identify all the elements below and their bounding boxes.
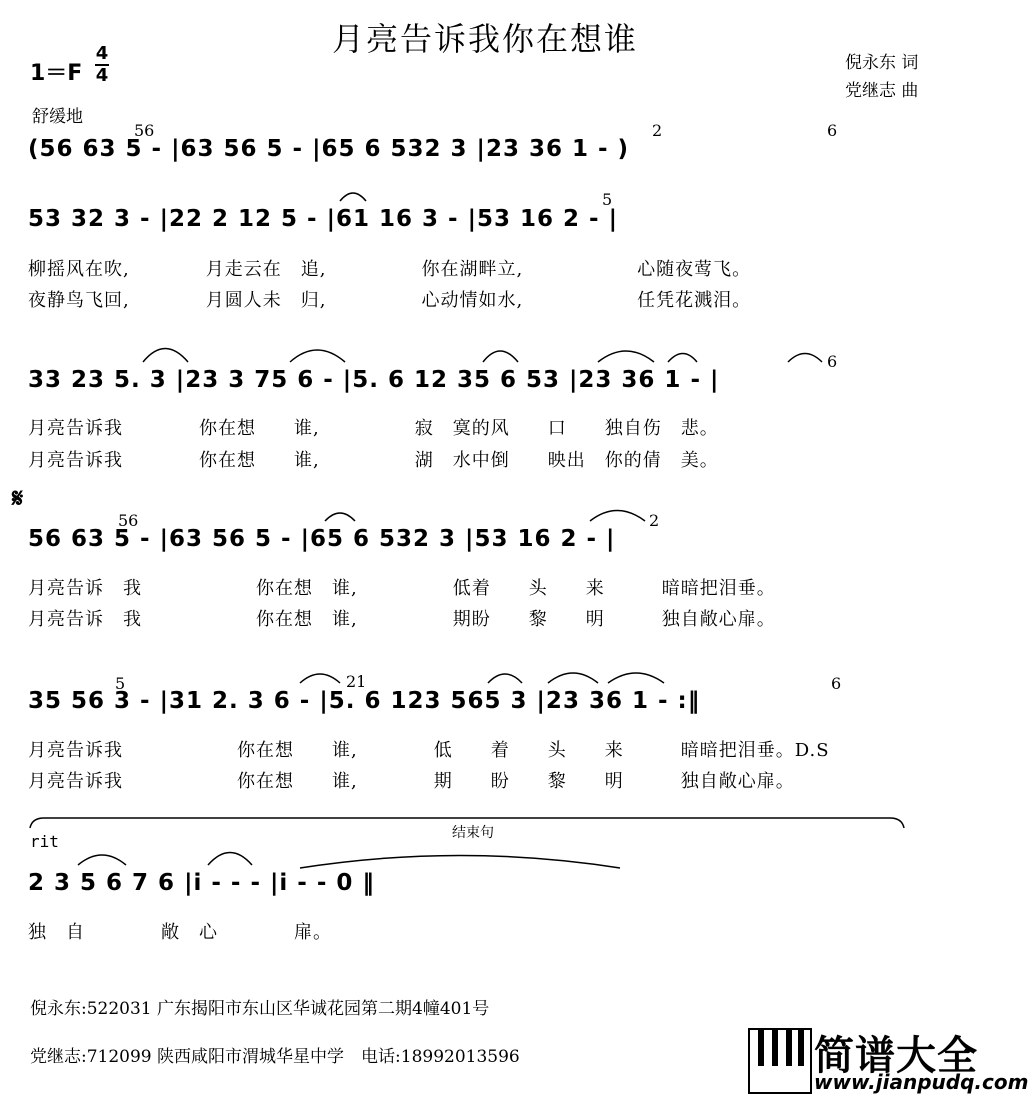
lyric-row-3-verse-1: 月亮告诉我 你在想 谁, 寂 寞的风 口 独自伤 悲。 [28, 418, 719, 439]
slur-mark [488, 674, 522, 683]
composer-credit: 党继志 曲 [845, 81, 919, 101]
footer-address-lyricist: 倪永东:522031 广东揭阳市东山区华诚花园第二期4幢401号 [30, 999, 490, 1019]
notation-row-1: (56 63 5 - |63 56 5 - |65 6 532 3 |23 36 1 - ) [28, 136, 630, 162]
ritardando-marking: rit [30, 832, 59, 851]
meter-bottom: 4 [95, 65, 109, 86]
notation-row-6: 2 3 5 6 7 6 |i - - - |i - - 0 ‖ [28, 870, 375, 896]
slur-mark [290, 350, 345, 362]
key-signature: 1＝F [30, 61, 83, 86]
slur-mark [548, 673, 598, 683]
slur-mark [608, 673, 664, 683]
ending-bracket [30, 818, 904, 828]
lyric-row-5-verse-1: 月亮告诉我 你在想 谁, 低 着 头 来 暗暗把泪垂。D.S [28, 740, 830, 761]
lyric-row-4-verse-1: 月亮告诉 我 你在想 谁, 低着 头 来 暗暗把泪垂。 [28, 578, 776, 599]
lyric-row-6: 独 自 敞 心 扉。 [28, 922, 332, 943]
slur-mark [590, 511, 645, 522]
lyric-row-3-verse-2: 月亮告诉我 你在想 谁, 湖 水中倒 映出 你的倩 美。 [28, 450, 719, 471]
slur-mark [78, 855, 126, 865]
song-title: 月亮告诉我你在想谁 [331, 20, 638, 58]
lyric-row-4-verse-2: 月亮告诉 我 你在想 谁, 期盼 黎 明 独自敞心扉。 [28, 609, 776, 630]
grace-label: 56 [134, 121, 155, 140]
grace-label: 2 [649, 511, 660, 530]
slur-mark [325, 513, 355, 521]
notation-row-4: 56 63 5 - |63 56 5 - |65 6 532 3 |53 16 2 - | [28, 526, 616, 552]
lyric-row-2-verse-2: 夜静鸟飞回, 月圆人未 归, 心动情如水, 任凭花溅泪。 [28, 290, 752, 311]
piano-logo-icon [748, 1028, 812, 1094]
tempo-marking: 舒缓地 [32, 107, 83, 127]
slur-mark [300, 674, 340, 683]
grace-label: 5 [602, 190, 613, 209]
slur-mark [788, 354, 822, 363]
slur-mark [598, 351, 654, 362]
slur-mark [668, 354, 697, 363]
grace-label: 6 [827, 352, 838, 371]
lyricist-credit: 倪永东 词 [845, 53, 919, 73]
tie-mark [300, 856, 620, 869]
slur-mark [483, 351, 518, 362]
notation-row-2: 53 32 3 - |22 2 12 5 - |61 16 3 - |53 16 2 - | [28, 206, 618, 232]
slur-mark [340, 193, 366, 201]
grace-label: 21 [346, 672, 367, 691]
grace-label: 56 [118, 511, 139, 530]
notation-row-3: 33 23 5. 3 |23 3 75 6 - |5. 6 12 35 6 53 |23 36 1 - | [28, 367, 720, 393]
segno-sign: 𝄋 [12, 484, 24, 514]
grace-label: 2 [652, 121, 663, 140]
slur-mark [143, 349, 188, 363]
footer-address-composer: 党继志:712099 陕西咸阳市渭城华星中学 电话:18992013596 [30, 1047, 520, 1067]
site-logo-url: www.jianpudq.com [814, 1070, 1028, 1094]
grace-label: 5 [115, 674, 126, 693]
grace-label: 6 [827, 121, 838, 140]
notation-row-5: 35 56 3 - |31 2. 3 6 - |5. 6 123 565 3 |23 36 1 - :‖ [28, 688, 701, 714]
site-logo-name: 简谱大全 [814, 1033, 978, 1079]
lyric-row-2-verse-1: 柳摇风在吹, 月走云在 追, 你在湖畔立, 心随夜莺飞。 [28, 259, 752, 280]
meter-top: 4 [95, 43, 109, 64]
lyric-row-5-verse-2: 月亮告诉我 你在想 谁, 期 盼 黎 明 独自敞心扉。 [28, 771, 795, 792]
ending-label: 结束句 [452, 825, 494, 841]
grace-label: 6 [831, 674, 842, 693]
slur-mark [208, 853, 252, 866]
